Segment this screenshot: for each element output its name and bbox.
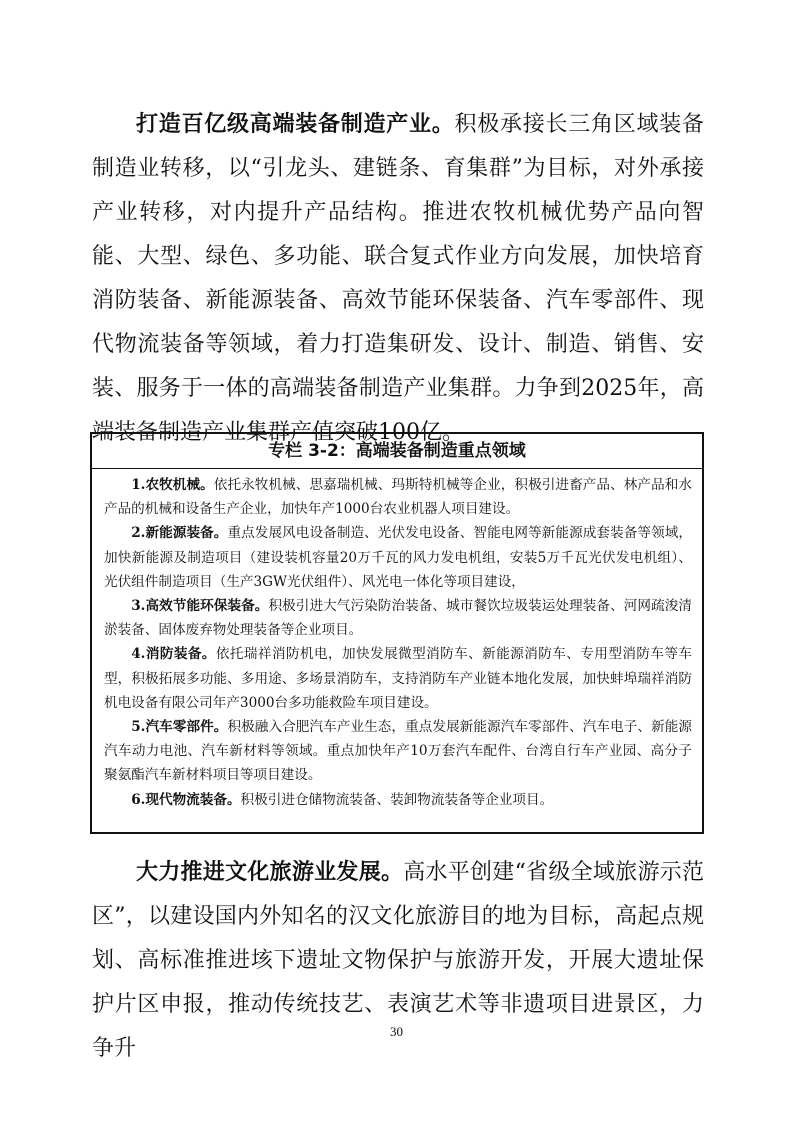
item-name: 农牧机械。 xyxy=(145,477,214,493)
item-name: 高效节能环保装备。 xyxy=(145,598,269,615)
item-number: 6. xyxy=(131,791,146,808)
item-name: 汽车零部件。 xyxy=(145,719,228,736)
item-text: 重点发展风电设备制造、光伏发电设备、智能电网等新能源成套装备等领域，加快新能源及制造项目（建设装机容量20万千瓦的风力发电机组，安装5万千瓦光伏发电机组）、光伏组件制造项目（生产3GW光伏组件）、风光电一体化等项目建设， xyxy=(104,525,692,590)
item-number: 2. xyxy=(131,525,146,542)
list-item xyxy=(104,594,692,642)
item-name: 新能源装备。 xyxy=(145,525,228,542)
list-item xyxy=(104,715,692,788)
list-item xyxy=(104,642,692,715)
item-text: 积极融入合肥汽车产业生态，重点发展新能源汽车零部件、汽车电子、新能源汽车动力电池、汽车新材料等领域。重点加快年产10万套汽车配件、台湾自行车产业园、高分子聚氨酯汽车新材料项目等项目建设。 xyxy=(104,719,692,784)
item-text: 积极引进大气污染防治装备、城市餐饮垃圾装运处理装备、河网疏浚清淤装备、固体废弃物处理装备等企业项目。 xyxy=(104,598,693,639)
list-item xyxy=(104,473,692,521)
column-box xyxy=(90,432,704,834)
item-name: 现代物流装备。 xyxy=(145,791,241,808)
list-item xyxy=(104,788,692,812)
item-text: 依托永牧机械、思嘉瑞机械、玛斯特机械等企业，积极引进畜产品、林产品和水产品的机械和设备生产企业，加快年产1000台农业机器人项目建设。 xyxy=(104,477,693,518)
paragraph-lead: 大力推进文化旅游业发展。 xyxy=(136,859,404,885)
item-number: 5. xyxy=(131,719,146,736)
list-item xyxy=(104,521,692,594)
item-text: 依托瑞祥消防机电，加快发展微型消防车、新能源消防车、专用型消防车等车型，积极拓展多功能、多用途、多场景消防车，支持消防车产业链本地化发展，加快蚌埠瑞祥消防机电设备有限公司年产3000台多功能救险车项目建设。 xyxy=(104,646,692,711)
item-name: 消防装备。 xyxy=(145,646,216,663)
paragraph-lead: 打造百亿级高端装备制造产业。 xyxy=(136,111,455,137)
column-box-title: 专栏 3-2：高端装备制造重点领域 xyxy=(92,434,702,469)
item-number: 1. xyxy=(131,477,146,493)
item-number: 4. xyxy=(131,646,146,663)
item-text: 积极引进仓储物流装备、装卸物流装备等企业项目。 xyxy=(240,791,554,808)
paragraph-body: 积极承接长三角区域装备制造业转移，以“引龙头、建链条、育集群”为目标，对外承接产业转移，对内提升产品结构。推进农牧机械优势产品向智能、大型、绿色、多功能、联合复式作业方向发展，加快培育消防装备、新能源装备、高效节能环保装备、汽车零部件、现代物流装备等领域，着力打造集研发、设计、制造、销售、安装、服务于一体的高端装备制造产业集群。力争到2025年，高端装备制造产业集群产值突破100亿。 xyxy=(92,112,704,445)
item-number: 3. xyxy=(131,598,146,615)
paragraph-body: 高水平创建“省级全域旅游示范区”，以建设国内外知名的汉文化旅游目的地为目标，高起点规划、高标准推进垓下遗址文物保护与旅游开发，开展大遗址保护片区申报，推动传统技艺、表演艺术等非遗项目进景区，力争升 xyxy=(92,860,704,1061)
page-number: 30 xyxy=(390,1024,403,1039)
paragraph-high-end-equipment xyxy=(92,102,704,455)
column-box-body xyxy=(92,469,702,812)
